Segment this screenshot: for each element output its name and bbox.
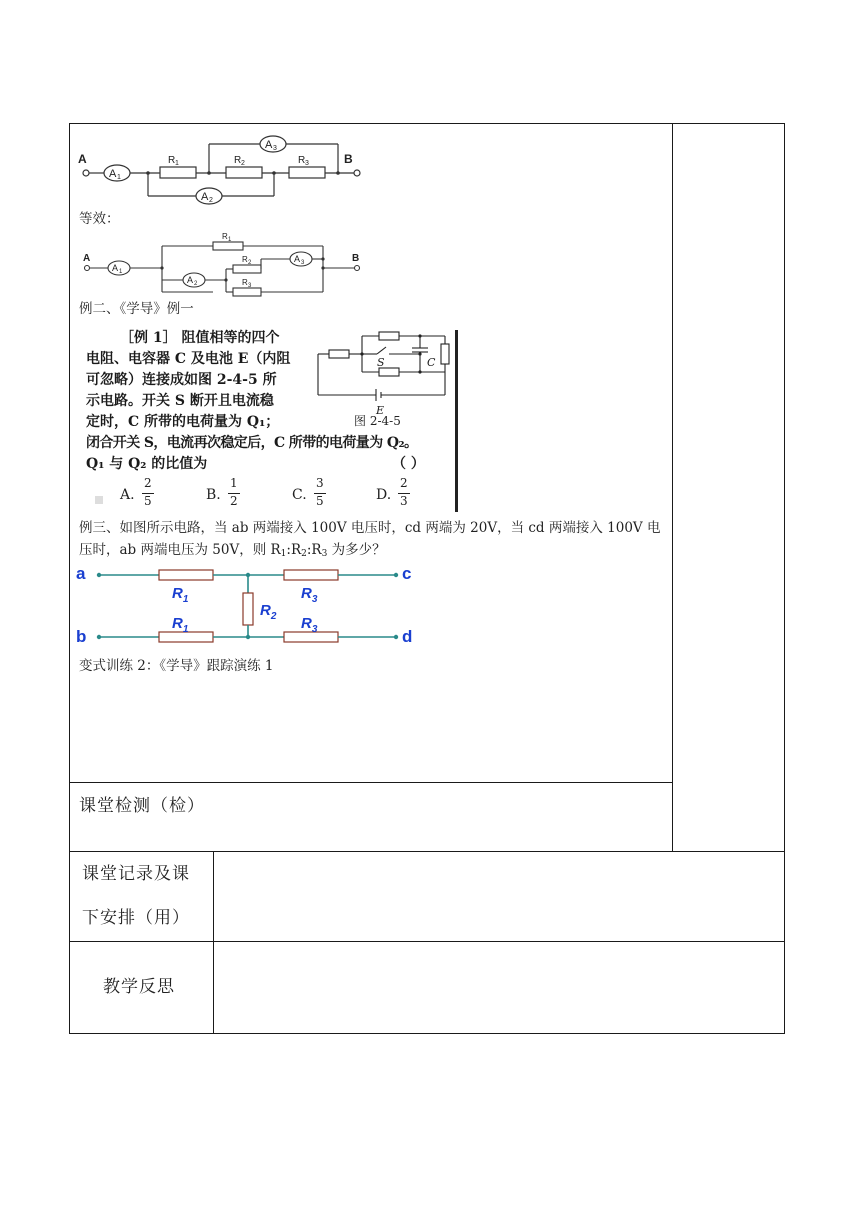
class-test-heading: 课堂检测（检） [79, 796, 205, 816]
r2-label: R [242, 255, 248, 264]
svg-text:2: 2 [209, 197, 213, 204]
r3-bottom-label: $R_3$ [301, 615, 318, 635]
ammeter-a1 [108, 261, 130, 275]
example2-label: 例二、《学导》例一 [79, 301, 194, 317]
svg-text:A: A [187, 275, 194, 285]
row-divider-reflection [69, 941, 785, 942]
svg-text:2: 2 [248, 260, 252, 266]
table-right-border [784, 123, 785, 1034]
ammeter-a3 [290, 252, 312, 266]
svg-text:3: 3 [301, 260, 305, 266]
svg-text:A: A [112, 263, 119, 273]
label-column-divider [213, 851, 214, 1034]
node-b-label: B [352, 253, 360, 264]
class-record-heading-line-1: 课堂记录及课 [82, 864, 190, 884]
svg-text:3: 3 [305, 160, 309, 167]
svg-text:A: A [294, 254, 301, 264]
node-a-label: A [78, 152, 87, 166]
book-line-4: 示电路。开关 S 断开且电流稳 [86, 393, 274, 409]
svg-text:1: 1 [117, 174, 121, 181]
table-left-border [69, 123, 70, 1034]
r1-top-label: $R_1$ [172, 585, 189, 605]
svg-text:1: 1 [175, 160, 179, 167]
book-line-1: ［例 1］ 阻值相等的四个 [120, 330, 280, 346]
example3-line-2: 压时，ab 两端电压为 50V，则 $R_1:R_2:R_3$ 为多少？ [79, 542, 386, 559]
svg-text:3: 3 [248, 283, 252, 289]
r2-label: R [234, 155, 242, 166]
answer-paren: （ ） [392, 456, 425, 472]
svg-text:1: 1 [119, 269, 123, 275]
ladder-circuit-diagram [74, 560, 424, 652]
switch-label: S [377, 356, 385, 369]
r3-top-label: $R_3$ [301, 585, 318, 605]
teaching-reflection-heading: 教学反思 [103, 977, 175, 997]
ammeter-a2 [183, 273, 205, 287]
svg-text:3: 3 [273, 145, 277, 152]
table-top-border [69, 123, 785, 124]
book-line-2: 电阻、电容器 C 及电池 E（内阻 [86, 351, 291, 367]
svg-text:A: A [109, 168, 117, 180]
textbook-example-image [86, 324, 464, 514]
column-divider-right [672, 123, 673, 852]
ammeter-a3 [260, 136, 286, 152]
terminal-d: d [402, 627, 413, 646]
class-record-heading-line-2: 下安排（用） [82, 908, 190, 928]
terminal-b: b [76, 627, 87, 646]
book-line-7: Q₁ 与 Q₂ 的比值为 [86, 456, 208, 472]
svg-text:2: 2 [241, 160, 245, 167]
variant-exercise-label: 变式训练 2：《学导》跟踪演练 1 [79, 658, 274, 674]
svg-text:A: A [265, 139, 273, 151]
options-row: A. 2 5 B. 1 2 C. 3 5 D. 2 3 [120, 478, 440, 512]
r3-label: R [298, 155, 306, 166]
svg-text:1: 1 [228, 237, 232, 243]
textbook-right-rule [455, 330, 458, 512]
checkbox-placeholder [95, 496, 103, 504]
book-line-5: 定时，C 所带的电荷量为 Q₁； [86, 414, 280, 430]
circuit-diagram-2 [78, 230, 368, 300]
book-line-6: 闭合开关 S，电流再次稳定后，C 所带的电荷量为 Q₂。 [86, 435, 418, 451]
row-divider-record [69, 851, 785, 852]
figure-caption: 图 2-4-5 [354, 414, 401, 428]
svg-text:A: A [201, 191, 209, 203]
figure-2-4-5 [314, 326, 454, 421]
terminal-a: a [76, 564, 86, 583]
equivalent-label: 等效： [79, 211, 120, 227]
r1-label: R [222, 232, 228, 241]
table-bottom-border [69, 1033, 785, 1034]
r2-label: $R_2$ [260, 602, 277, 622]
ammeter-a1 [104, 165, 130, 181]
node-b-label: B [344, 152, 353, 166]
r1-bottom-label: $R_1$ [172, 615, 189, 635]
capacitor-label: C [427, 356, 436, 369]
example3-line-1: 例三、如图所示电路，当 ab 两端接入 100V 电压时，cd 两端为 20V，当 cd 两端接入 100V 电 [79, 520, 661, 536]
r1-label: R [168, 155, 176, 166]
svg-text:2: 2 [194, 281, 198, 287]
ammeter-a2 [196, 188, 222, 204]
terminal-c: c [402, 564, 412, 583]
r3-label: R [242, 278, 248, 287]
circuit-diagram-1 [76, 130, 366, 208]
node-a-label: A [83, 253, 91, 264]
row-divider-class-test [69, 782, 673, 783]
battery-label: E [376, 404, 385, 417]
book-line-3: 可忽略）连接成如图 2-4-5 所 [86, 372, 277, 388]
